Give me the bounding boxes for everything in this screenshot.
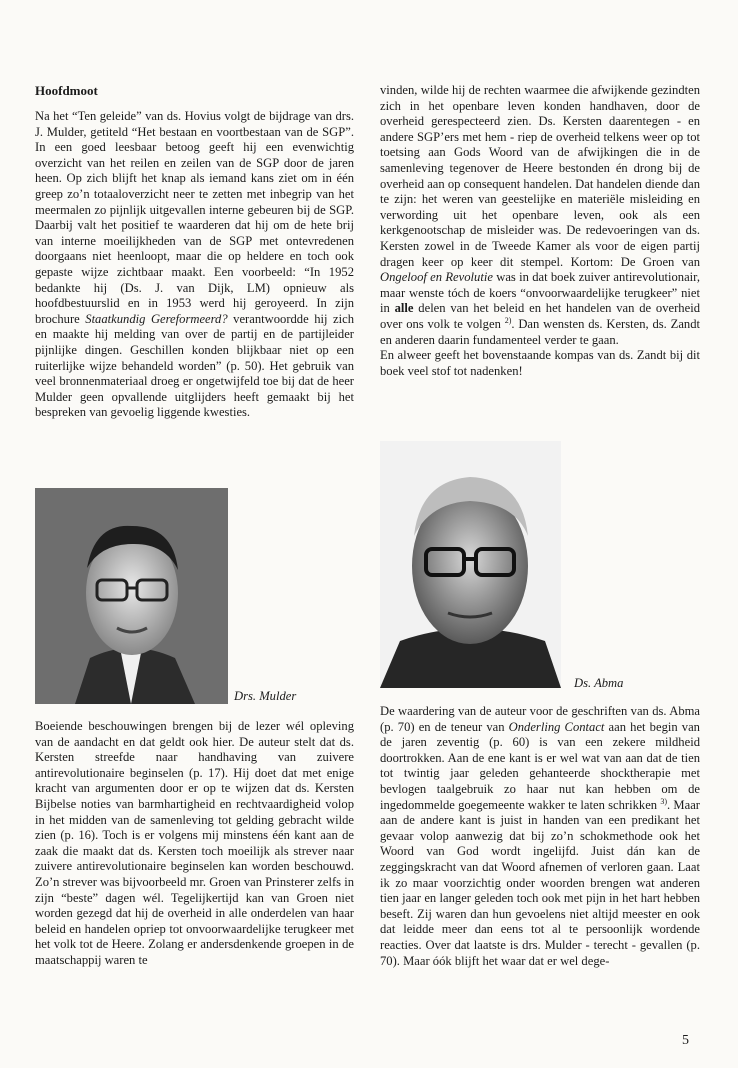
- periodical-title: Onderling Contact: [508, 719, 605, 734]
- paragraph-closing: En alweer geeft het bovenstaande kompas van ds. Zandt bij dit boek veel stof tot nadenken!: [380, 348, 700, 378]
- right-column-bottom: [380, 704, 700, 969]
- right-column-top: [380, 83, 700, 379]
- book-title: Ongeloof en Revolutie: [380, 270, 493, 285]
- caption-mulder: Drs. Mulder: [234, 689, 297, 703]
- paragraph-waardering: De waardering van de auteur voor de geschriften van ds. Abma (p. 70) en de teneur van Onderling Contact aan het begin van de jaren zeventig (p. 60) is van een zekere mildheid doortrokken. Aan de ene kant is er wel wat van aan dat de tien tot twintig jaar geleden gehanteerde shocktherapie met bevlogen taalgebruik zo haar nut kan hebben om de ingedommelde goegemeente wakker te laten schrikken $^{3)}$. Maar aan de andere kant is juist in handen van een predikant het gevaar volop aanwezig dat bij zo’n schokmethode ook het Woord van God wordt ingelijfd. Juist dán kan de zeggingskracht van dat Woord afnemen of verloren gaan. Laat ik zo maar voorzichtig onder woorden brengen wat anderen tien jaar en langer geleden toch ook met pijn in het hart hebben beseft. Zij waren dan hun gevoelens niet altijd meester en ook dat leidde meer dan eens tot al te persoonlijk wordende reacties. Over dat laatste is drs. Mulder - terecht - gevallen (p. 70). Maar óók blijft het waar dat er wel dege-: [380, 704, 700, 968]
- left-column-top: [35, 83, 354, 421]
- portrait-photo-abma: [380, 441, 561, 688]
- caption-abma: Ds. Abma: [574, 676, 624, 690]
- footnote-ref-2: 2): [504, 315, 512, 325]
- left-column-bottom: [35, 719, 354, 969]
- portrait-photo-mulder: [35, 488, 228, 704]
- emphasis-alle: alle: [394, 301, 414, 316]
- footnote-ref-3: 3): [660, 796, 668, 806]
- paragraph-intro: Na het “Ten geleide” van ds. Hovius volgt de bijdrage van drs. J. Mulder, getiteld “Het bestaan en voortbestaan van de SGP”. In een goed leesbaar betoog geeft hij een evenwichtig overzicht van het reilen en zeilen van de SGP door de jaren heen. Op zich blijft het knap als iemand kans ziet om in één greep zo’n totaaloverzicht neer te zetten met inbegrip van het meermalen zo pijnlijk uitgevallen interne gebeuren bij de SGP. Daarbij valt het positief te waarderen dat hij om de hete brij van interne moeilijkheden van de SGP met ontevredenen doorgaans niet heenloopt, maar die op heldere en toch ook gepaste wijze zichtbaar maakt. Een voorbeeld: “In 1952 bedankte hij (Ds. J. van Dijk, LM) opnieuw als hoofdbestuurslid en in 1953 werd hij geroyeerd. In zijn brochure Staatkundig Gereformeerd? verantwoordde hij zich en maakte hij melding van over de partij en de partijleider pijnlijke dingen. Geschillen konden blijkbaar niet op een ruiterlijke wijze behandeld worden” (p. 50). Het gebruik van veel bronnenmateriaal droeg er ongetwijfeld toe bij dat de heer Mulder geen opvallende uitglijders heeft gemaakt bij het bespreken van gevoelig liggende kwesties.: [35, 109, 354, 420]
- brochure-title: Staatkundig Gereformeerd?: [85, 311, 228, 326]
- page-number: 5: [682, 1033, 689, 1048]
- paragraph-kersten: Boeiende beschouwingen brengen bij de lezer wél opleving van de aandacht en dat geldt ook hier. De auteur stelt dat ds. Kersten streefde naar handhaving van zuivere antirevolutionaire beginselen (p. 17). Hij doet dat met enige kracht van argumenten door er op te wijzen dat ds. Kersten Bijbelse noties van barmhartigheid en rechtvaardigheid volop in het midden van de samenleving tot gelding gebracht wilde zien (p. 16). Toch is er volgens mij minstens één kant aan de zaak die maakt dat ds. Kersten toch moeilijk als strever naar zuivere antirevolutionaire beginselen kan worden beschouwd. Zo’n strever was bijvoorbeeld mr. Groen van Prinsterer zelfs in zijn “beste” dagen wél. Tegelijkertijd kan van Groen niet worden gezegd dat hij de overheid in alle onderdelen van haar beleid en handelen opriep tot onvoorwaardelijke terugkeer met het volk tot de Heere. Zolang er andersdenkende groepen in de maatschappij waren te: [35, 719, 354, 967]
- paragraph-continuation: vinden, wilde hij de rechten waarmee die afwijkende gezindten zich in het openbare leven konden handhaven, door de overheid gerespecteerd zien. Ds. Kersten daarentegen - en andere SGP’ers met hem - riep de overheid telkens weer op tot toetsing aan Gods Woord van de afwijkingen die in de samenleving tegenover de Heere bestonden én drong bij de overheid aan op consequent handelen. Dat handelen diende dan te zijn: het weren van geestelijke en materiële misleiding en verwording uit het openbare leven, ook als een kerkgenootschap de misleider was. De redevoeringen van ds. Kersten zowel in de Tweede Kamer als voor de eigen partij dragen keer op keer dit stempel. Kortom: De Groen van Ongeloof en Revolutie was in dat boek zuiver antirevolutionair, maar wenste tóch de koers “onvoorwaardelijke terugkeer” niet in alle delen van het beleid en het handelen van de overheid over ons volk te volgen $^{2)}$. Dan wensten ds. Kersten, ds. Zandt en anderen daarin fundamenteel verder te gaan.: [380, 83, 701, 347]
- portrait-mulder-image: [35, 488, 228, 704]
- section-heading: Hoofdmoot: [35, 83, 98, 98]
- portrait-abma-image: [380, 441, 561, 688]
